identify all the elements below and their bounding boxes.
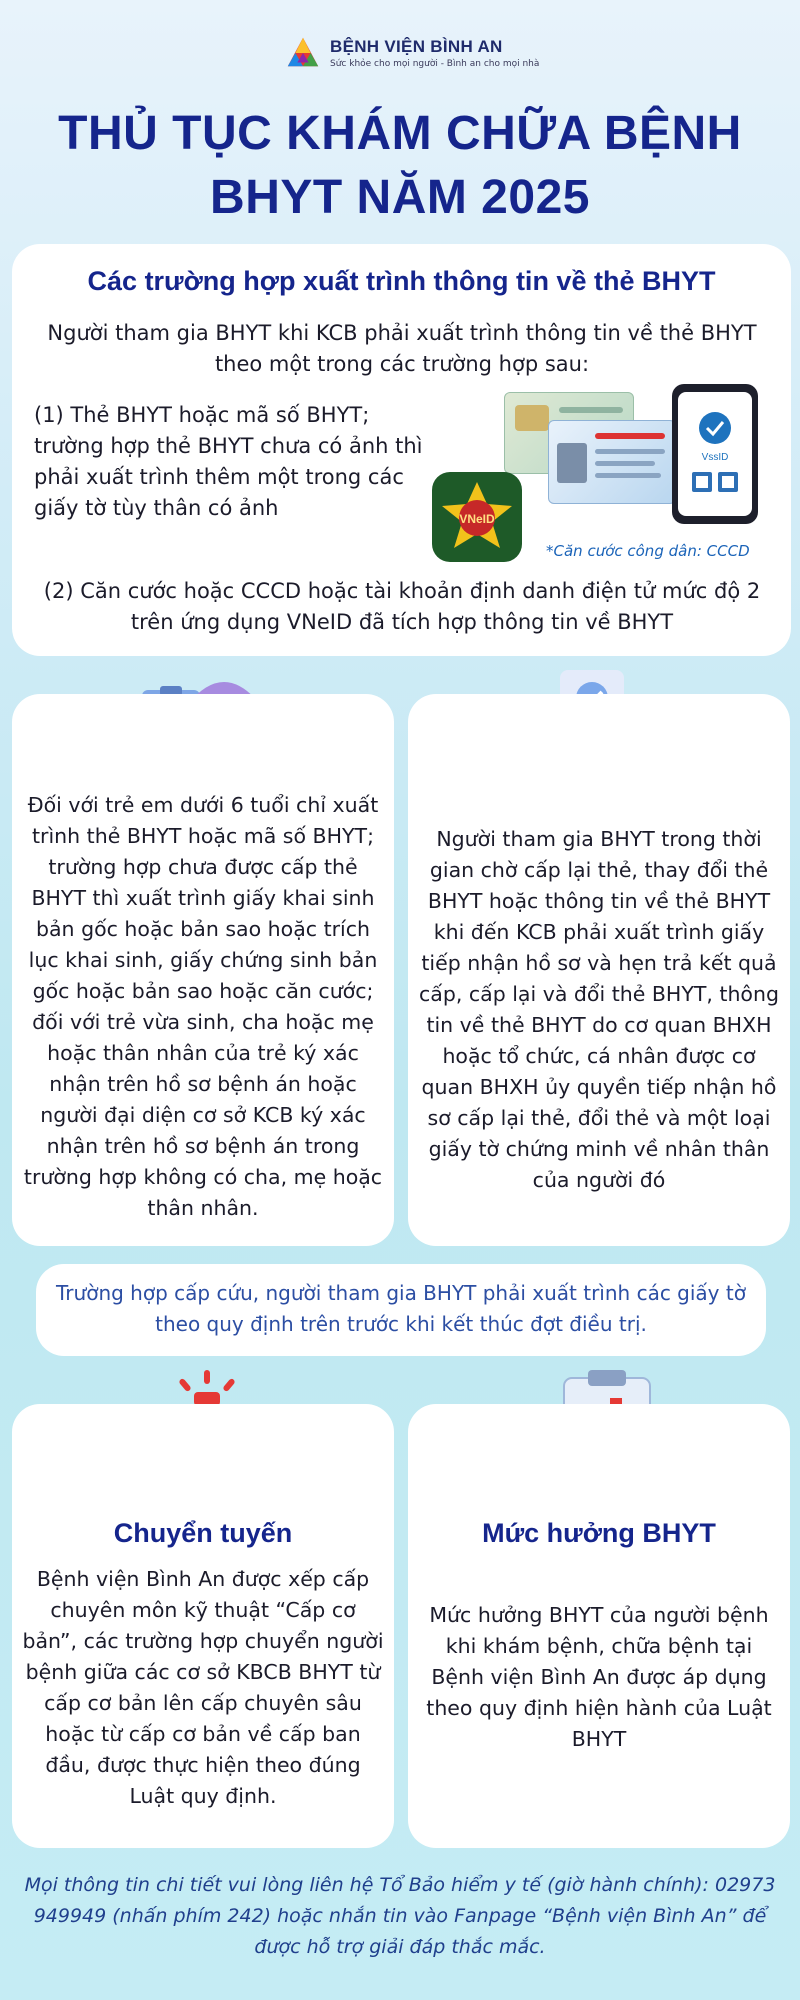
- present-info-card: [12, 244, 791, 656]
- transfer-heading: Chuyển tuyến: [113, 1518, 293, 1548]
- page-title-line-1: THỦ TỤC KHÁM CHỮA BỆNH: [58, 107, 742, 160]
- vneid-app-icon: [432, 472, 522, 562]
- present-info-heading: Các trường hợp xuất trình thông tin về thẻ BHYT: [87, 266, 716, 296]
- contact-footer: Mọi thông tin chi tiết vui lòng liên hệ Tổ Bảo hiểm y tế (giờ hành chính): 02973 949949 (nhấn phím 242) hoặc nhắn tin vào Fanpage “Bệnh viện Bình An” để được hỗ trợ giải đáp thắc mắc.: [24, 1874, 776, 1958]
- benefit-card: [408, 1404, 790, 1848]
- cccd-note: *Căn cước công dân: CCCD: [546, 542, 750, 560]
- benefit-card-text: Mức hưởng BHYT của người bệnh khi khám bệnh, chữa bệnh tại Bệnh viện Bình An được áp dụng theo quy định hiện hành của Luật BHYT: [426, 1603, 772, 1751]
- emergency-note: Trường hợp cấp cứu, người tham gia BHYT phải xuất trình các giấy tờ theo quy định trên trước khi kết thúc đợt điều trị.: [36, 1264, 766, 1356]
- hospital-logo: [284, 34, 539, 72]
- hospital-name: BỆNH VIỆN BÌNH AN: [330, 37, 503, 56]
- vssid-label: VssID: [701, 452, 729, 463]
- children-card-text: Đối với trẻ em dưới 6 tuổi chỉ xuất trình thẻ BHYT hoặc mã số BHYT; trường hợp chưa được cấp thẻ BHYT thì xuất trình giấy khai sinh bản gốc hoặc bản sao hoặc trích lục khai sinh, giấy chứng sinh bản gốc hoặc bản sao hoặc căn cước; đối với trẻ vừa sinh, cha hoặc mẹ hoặc thân nhân của trẻ ký xác nhận trên hồ sơ bệnh án hoặc người đại diện cơ sở KCB ký xác nhận trên hồ sơ bệnh án trong trường hợp không có cha, mẹ hoặc thân nhân.: [23, 793, 383, 1220]
- page-title: [0, 102, 800, 230]
- present-info-intro: Người tham gia BHYT khi KCB phải xuất trình thông tin về thẻ BHYT theo một trong các trường hợp sau:: [47, 321, 757, 376]
- waiting-card: [408, 694, 790, 1246]
- page-title-line-2: BHYT NĂM 2025: [210, 171, 590, 224]
- hospital-logo-icon: [284, 34, 322, 72]
- vneid-label: VNeID: [459, 512, 495, 526]
- benefit-heading: Mức hưởng BHYT: [482, 1518, 716, 1548]
- waiting-card-text: Người tham gia BHYT trong thời gian chờ cấp lại thẻ, thay đổi thẻ BHYT hoặc thông tin về thẻ BHYT khi đến KCB phải xuất trình giấy tiếp nhận hồ sơ và hẹn trả kết quả cấp, cấp lại và đổi thẻ BHYT, thông tin về thẻ BHYT do cơ quan BHXH hoặc tổ chức, cá nhân được cơ quan BHXH ủy quyền tiếp nhận hồ sơ cấp lại thẻ, đổi thẻ và một loại giấy tờ chứng minh về nhân thân của người đó: [419, 827, 779, 1192]
- citizen-id-card-image: [548, 420, 676, 504]
- transfer-card-text: Bệnh viện Bình An được xếp cấp chuyên môn kỹ thuật “Cấp cơ bản”, các trường hợp chuyển người bệnh giữa các cơ sở KBCB BHYT từ cấp cơ bản lên cấp chuyên sâu hoặc từ cấp cơ bản về cấp ban đầu, được thực hiện theo đúng Luật quy định.: [22, 1567, 384, 1808]
- children-card: [12, 694, 394, 1246]
- present-info-case-1: (1) Thẻ BHYT hoặc mã số BHYT; trường hợp thẻ BHYT chưa có ảnh thì phải xuất trình thêm một trong các giấy tờ tùy thân có ảnh: [34, 403, 423, 520]
- transfer-card: [12, 1404, 394, 1848]
- present-info-case-2: (2) Căn cước hoặc CCCD hoặc tài khoản định danh điện tử mức độ 2 trên ứng dụng VNeID đã tích hợp thông tin về BHYT: [43, 579, 761, 634]
- vssid-phone-icon: [672, 384, 758, 524]
- hospital-slogan: Sức khỏe cho mọi người - Bình an cho mọi nhà: [330, 59, 540, 69]
